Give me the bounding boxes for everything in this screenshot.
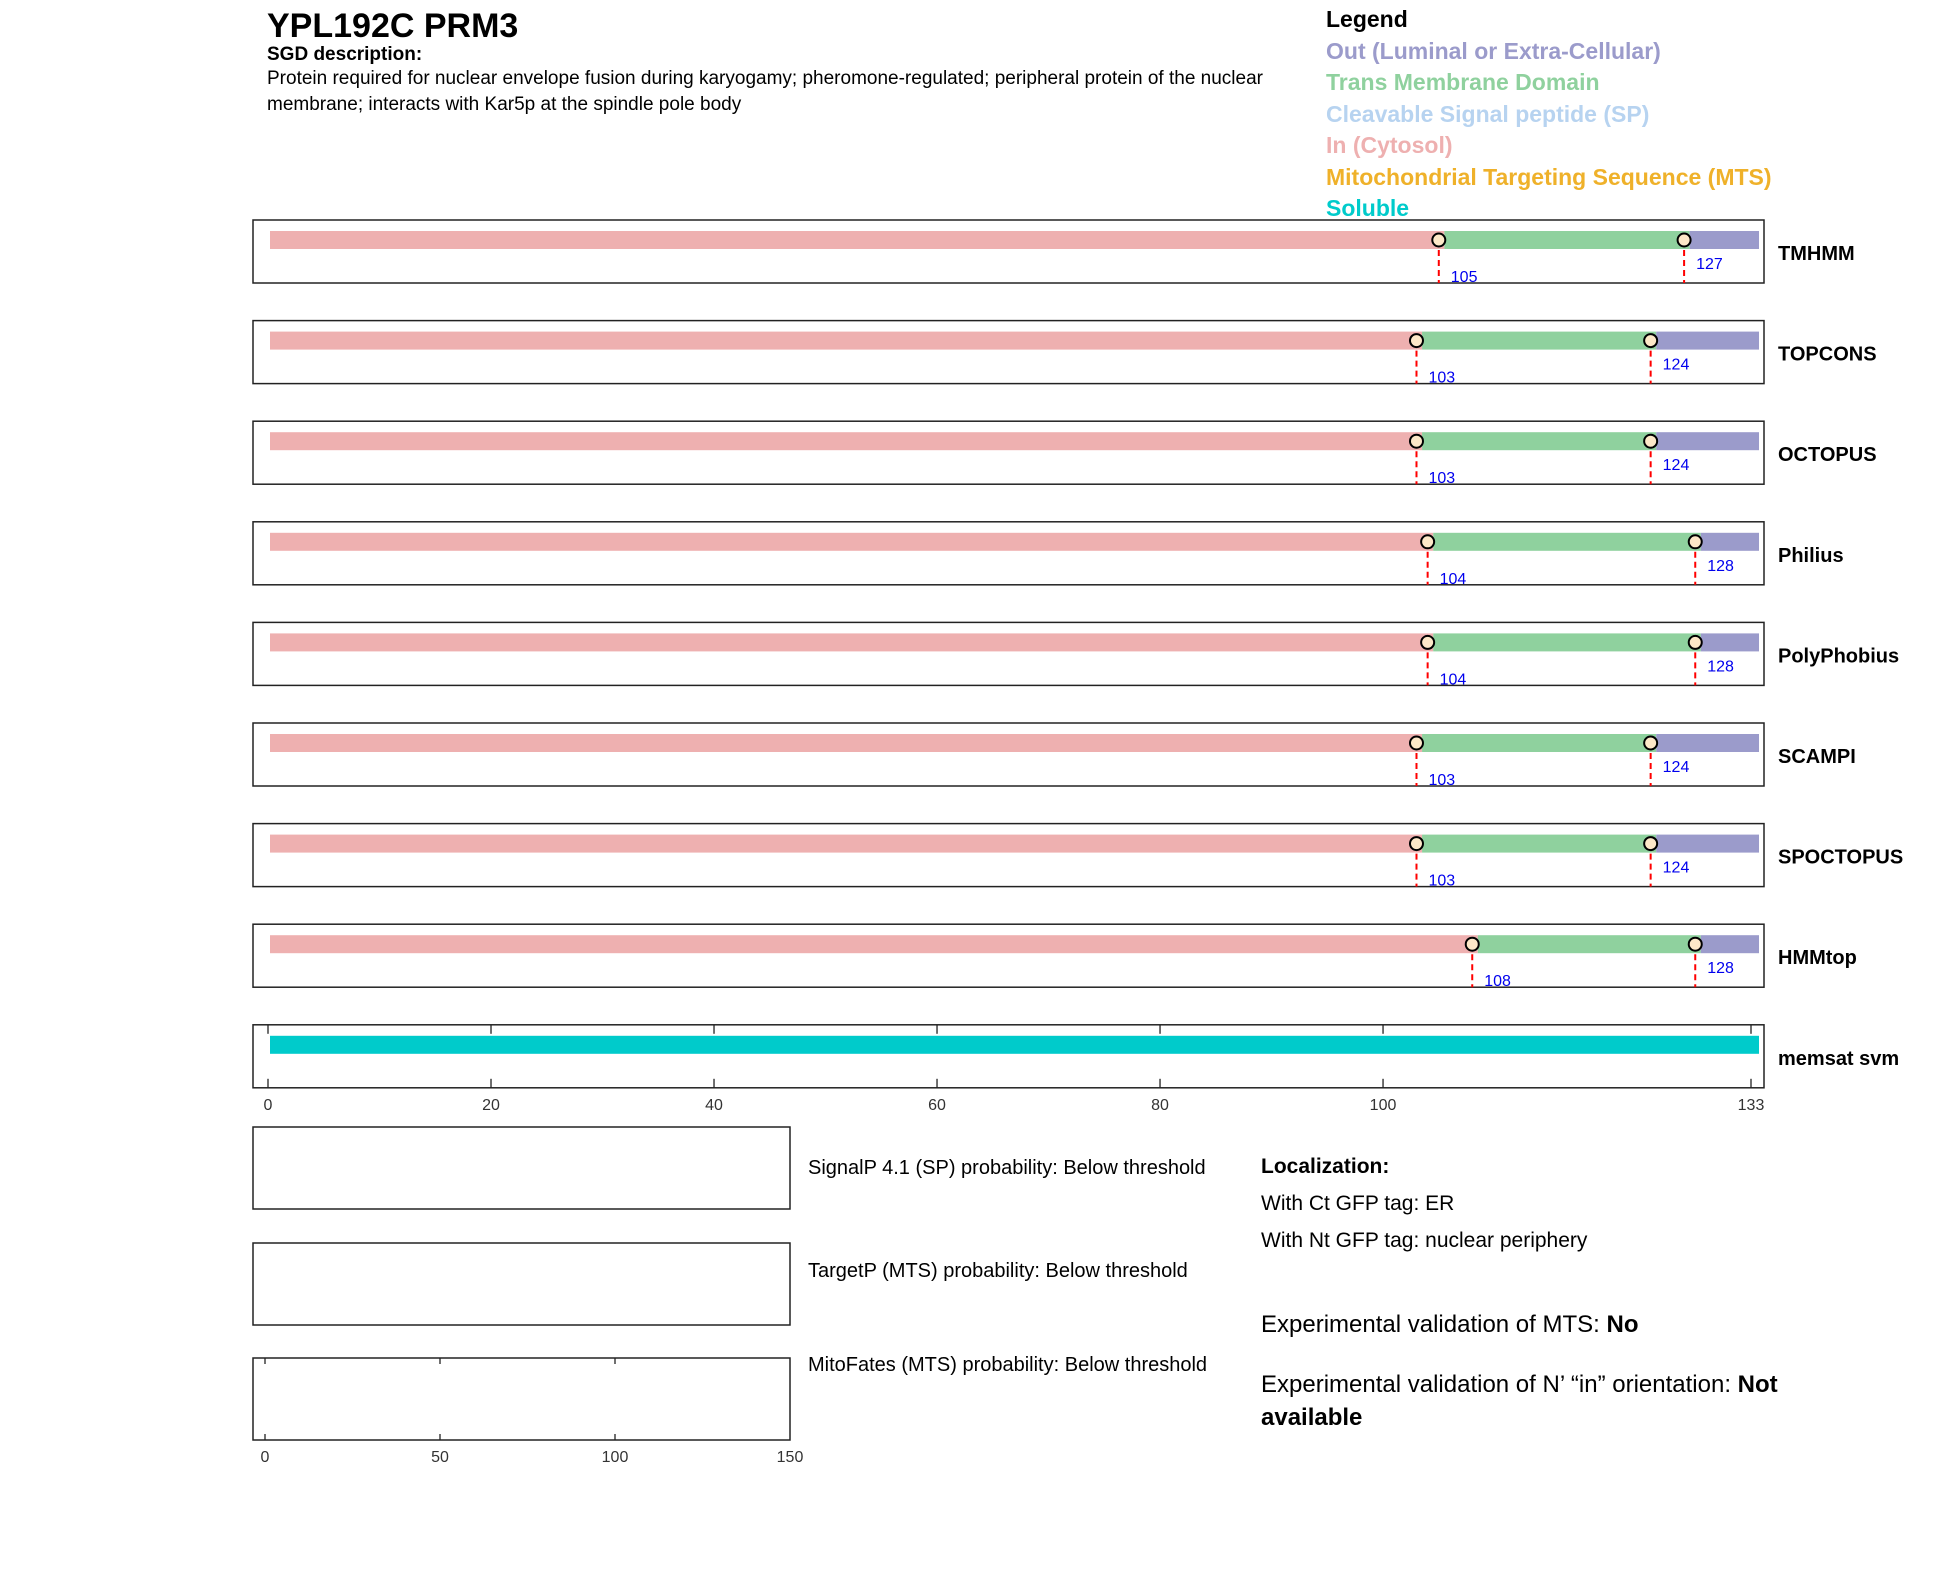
- track-name: memsat svm: [1778, 1047, 1900, 1070]
- track-name: PolyPhobius: [1778, 645, 1900, 668]
- marker-label: 105: [1450, 269, 1478, 286]
- axis-tick-label: 0: [263, 1096, 273, 1114]
- legend-title: Legend: [1326, 6, 1408, 32]
- marker-circle: [1466, 938, 1479, 951]
- segment-in: [270, 432, 1422, 450]
- marker-label: 124: [1662, 356, 1690, 374]
- prob-axis-tick-label: 100: [601, 1449, 629, 1466]
- marker-label: 127: [1696, 256, 1723, 273]
- prob-axis-tick-label: 150: [776, 1449, 804, 1466]
- segment-out: [1690, 231, 1759, 249]
- marker-label: 104: [1439, 671, 1467, 689]
- marker-label: 103: [1428, 872, 1456, 890]
- marker-circle: [1410, 334, 1423, 347]
- sgd-description-heading: SGD description:: [267, 44, 423, 65]
- segment-out: [1701, 935, 1759, 953]
- mts-validation-value: No: [1606, 1311, 1639, 1338]
- track-box: [253, 924, 1764, 987]
- legend-item-sp: Cleavable Signal peptide (SP): [1326, 100, 1650, 127]
- axis-tick-label: 20: [482, 1096, 500, 1114]
- segment-tm: [1422, 734, 1656, 752]
- segment-out: [1701, 633, 1759, 651]
- marker-circle: [1410, 737, 1423, 750]
- axis-tick-label: 60: [928, 1096, 946, 1114]
- marker-label: 128: [1707, 960, 1734, 978]
- segment-out: [1701, 533, 1759, 551]
- track-box: [253, 1025, 1764, 1088]
- localization-ct-gfp: With Ct GFP tag: ER: [1261, 1192, 1455, 1215]
- legend-item-tm: Trans Membrane Domain: [1326, 69, 1600, 95]
- legend-item-in: In (Cytosol): [1326, 132, 1453, 158]
- track-box: [253, 522, 1764, 585]
- probability-box-mitofates: [253, 1358, 790, 1440]
- track-name: OCTOPUS: [1778, 444, 1877, 467]
- page-title: YPL192C PRM3: [267, 7, 519, 45]
- axis-tick-label: 100: [1369, 1096, 1397, 1114]
- legend-item-mts: Mitochondrial Targeting Sequence (MTS): [1326, 163, 1772, 190]
- segment-in: [270, 533, 1433, 551]
- track-box: [253, 723, 1764, 786]
- signalp-probability-label: SignalP 4.1 (SP) probability: Below threshold: [808, 1157, 1206, 1179]
- segment-tm: [1422, 835, 1656, 853]
- marker-circle: [1410, 837, 1423, 850]
- marker-circle: [1644, 837, 1657, 850]
- prob-axis-tick-label: 0: [260, 1449, 270, 1466]
- segment-out: [1656, 332, 1759, 350]
- prob-axis-tick-label: 50: [431, 1449, 449, 1466]
- probability-box-targetp: [253, 1243, 790, 1325]
- orientation-validation-value: Not available: [1261, 1371, 1778, 1431]
- orientation-validation: [1261, 1368, 1861, 1434]
- marker-circle: [1689, 636, 1702, 649]
- marker-circle: [1410, 435, 1423, 448]
- mts-validation: [1261, 1308, 1861, 1341]
- axis-tick-label: 133: [1737, 1096, 1765, 1114]
- legend-item-soluble: Soluble: [1326, 195, 1410, 221]
- marker-circle: [1644, 737, 1657, 750]
- marker-label: 103: [1428, 369, 1456, 387]
- track-name: TOPCONS: [1778, 343, 1877, 366]
- marker-label: 124: [1662, 457, 1690, 475]
- track-box: [253, 421, 1764, 484]
- marker-label: 124: [1662, 759, 1690, 776]
- marker-circle: [1678, 234, 1691, 247]
- segment-tm: [1433, 633, 1701, 651]
- marker-circle: [1432, 234, 1445, 247]
- track-box: [253, 622, 1764, 685]
- legend-item-out: Out (Luminal or Extra-Cellular): [1326, 37, 1661, 64]
- track-name: HMMtop: [1778, 947, 1857, 970]
- marker-circle: [1421, 535, 1434, 548]
- track-name: Philius: [1778, 544, 1844, 567]
- segment-in: [270, 231, 1444, 249]
- marker-label: 104: [1439, 570, 1467, 588]
- marker-label: 103: [1428, 470, 1456, 488]
- localization-heading: Localization:: [1261, 1155, 1390, 1178]
- segment-in: [270, 734, 1422, 752]
- mts-validation-label: Experimental validation of MTS:: [1261, 1311, 1607, 1338]
- marker-label: 124: [1662, 859, 1690, 877]
- orientation-validation-label: Experimental validation of N’ “in” orientation:: [1261, 1371, 1738, 1398]
- track-box: [253, 220, 1764, 283]
- axis-tick-label: 40: [705, 1096, 723, 1114]
- marker-circle: [1689, 938, 1702, 951]
- segment-tm: [1478, 935, 1701, 953]
- marker-label: 128: [1707, 557, 1734, 575]
- segment-in: [270, 935, 1478, 953]
- segment-in: [270, 835, 1422, 853]
- marker-circle: [1689, 535, 1702, 548]
- track-name: TMHMM: [1778, 243, 1855, 265]
- segment-out: [1656, 835, 1759, 853]
- segment-tm: [1422, 432, 1656, 450]
- segment-in: [270, 633, 1433, 651]
- sgd-description-text: Protein required for nuclear envelope fusion during karyogamy; pheromone-regulated; peripheral protein of the nuclear membrane; interacts with Kar5p at the spindle pole body: [267, 68, 1263, 115]
- marker-circle: [1421, 636, 1434, 649]
- marker-circle: [1644, 334, 1657, 347]
- segment-tm: [1433, 533, 1701, 551]
- segment-in: [270, 332, 1422, 350]
- track-name: SCAMPI: [1778, 746, 1856, 768]
- segment-tm: [1444, 231, 1689, 249]
- segment-tm: [1422, 332, 1656, 350]
- probability-box-signalp: [253, 1127, 790, 1209]
- segment-soluble: [270, 1036, 1759, 1054]
- track-box: [253, 824, 1764, 887]
- segment-out: [1656, 432, 1759, 450]
- marker-circle: [1644, 435, 1657, 448]
- targetp-probability-label: TargetP (MTS) probability: Below threshold: [808, 1260, 1188, 1282]
- marker-label: 128: [1707, 658, 1734, 676]
- track-name: SPOCTOPUS: [1778, 846, 1904, 869]
- segment-out: [1656, 734, 1759, 752]
- localization-nt-gfp: With Nt GFP tag: nuclear periphery: [1261, 1229, 1588, 1252]
- axis-tick-label: 80: [1151, 1096, 1169, 1114]
- marker-label: 108: [1484, 973, 1511, 991]
- mitofates-probability-label: MitoFates (MTS) probability: Below threshold: [808, 1354, 1208, 1376]
- track-box: [253, 321, 1764, 384]
- localization-section: [1261, 1148, 1587, 1259]
- marker-label: 103: [1428, 772, 1456, 789]
